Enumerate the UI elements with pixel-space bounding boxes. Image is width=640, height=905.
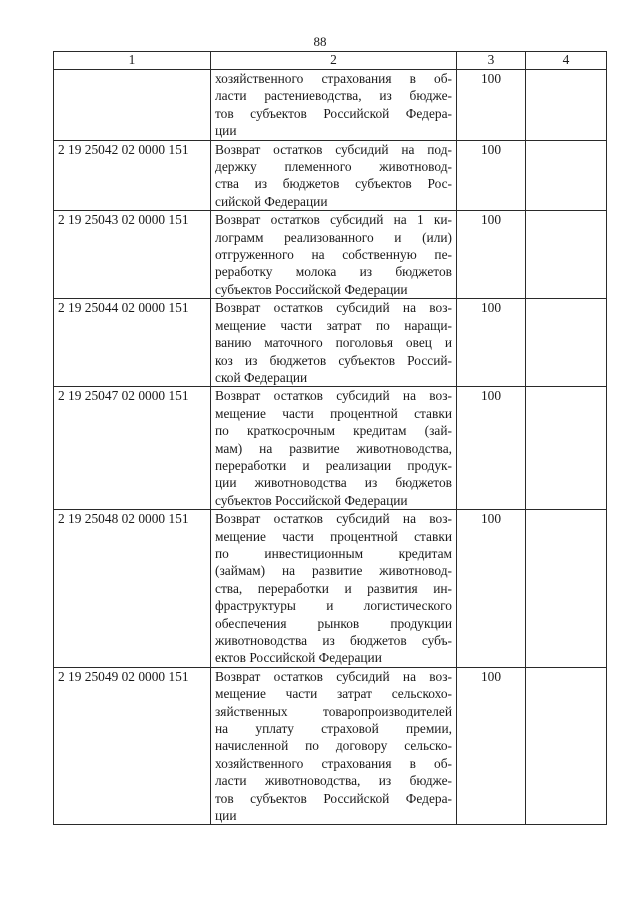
description-line: сийской Федерации [215,193,328,209]
column-header-2: 2 [211,52,457,70]
description-line: ласти животноводства, из бюдже- [215,773,452,789]
description-cell [211,667,457,825]
description-line: ласти растениеводства, из бюдже- [215,88,452,104]
description-cell [211,510,457,668]
description-line: Возврат остатков субсидий на под- [215,141,452,157]
description-line: субъектов Российской Федерации [215,281,408,297]
description-cell [211,211,457,299]
table-body [54,70,607,825]
description-line: ции животноводства из бюджетов [215,475,452,491]
column-4-cell [526,299,607,387]
description-line: мещение части процентной ставки [215,528,452,544]
description-line: (займам) на развитие животновод- [215,563,452,579]
description-line: тов субъектов Российской Федера- [215,790,452,806]
description-line: мещение части затрат по наращи- [215,317,452,333]
description-line: хозяйственного страхования в об- [215,71,452,86]
description-line: ства из бюджетов субъектов Рос- [215,176,452,192]
description-line: Возврат остатков субсидий на воз- [215,300,452,316]
description-cell [211,140,457,211]
column-4-cell [526,667,607,825]
description-line: на уплату страховой премии, [215,721,452,737]
column-4-cell [526,70,607,141]
description-line: реработку молока из бюджетов [215,264,452,280]
column-header-3: 3 [457,52,526,70]
table-row [54,667,607,825]
description-line: зяйственных товаропроизводителей [215,703,452,719]
description-line: ции [215,123,237,139]
amount-cell: 100 [457,387,526,510]
amount-cell: 100 [457,140,526,211]
amount-cell: 100 [457,299,526,387]
description-line: начисленной по договору сельско- [215,738,452,754]
description-cell [211,299,457,387]
description-line: держку племенного животновод- [215,159,452,175]
amount-cell: 100 [457,667,526,825]
description-line: Возврат остатков субсидий на 1 ки- [215,212,452,228]
table-row [54,510,607,668]
table-row [54,387,607,510]
description-line: обеспечения рынков продукции [215,615,452,631]
column-4-cell [526,211,607,299]
description-line: мам) на развитие животноводства, [215,440,452,456]
description-line: фраструктуры и логистического [215,598,452,614]
description-cell [211,70,457,141]
description-line: тов субъектов Российской Федера- [215,105,452,121]
page-number: 88 [313,34,327,49]
description-line: по краткосрочным кредитам (зай- [215,423,452,439]
amount-cell: 100 [457,70,526,141]
column-4-cell [526,140,607,211]
budget-code-cell: 2 19 25043 02 0000 151 [54,211,211,299]
description-line: хозяйственного страхования в об- [215,755,452,771]
description-line: животноводства из бюджетов субъ- [215,633,452,648]
description-line: субъектов Российской Федерации [215,492,408,508]
amount-cell: 100 [457,211,526,299]
description-line: ектов Российской Федерации [215,650,382,666]
description-line: Возврат остатков субсидий на воз- [215,388,452,404]
column-header-1: 1 [54,52,211,70]
budget-code-cell: 2 19 25049 02 0000 151 [54,667,211,825]
column-header-4: 4 [526,52,607,70]
budget-code-cell: 2 19 25047 02 0000 151 [54,387,211,510]
table-header-row [54,52,607,70]
description-line: ства, переработки и развития ин- [215,580,452,596]
description-cell [211,387,457,510]
description-line: ской Федерации [215,369,308,385]
table-row [54,211,607,299]
budget-code-cell: 2 19 25042 02 0000 151 [54,140,211,211]
description-line: ванию маточного поголовья овец и [215,335,452,351]
column-4-cell [526,510,607,668]
table-row [54,140,607,211]
column-4-cell [526,387,607,510]
budget-code-cell: 2 19 25048 02 0000 151 [54,510,211,668]
description-line: Возврат остатков субсидий на воз- [215,668,452,684]
amount-cell: 100 [457,510,526,668]
description-line: ции [215,808,237,824]
description-line: мещение части затрат сельскохо- [215,686,452,702]
description-line: по инвестиционным кредитам [215,545,452,561]
budget-code-cell [54,70,211,141]
table-row [54,299,607,387]
description-line: лограмм реализованного и (или) [215,229,452,245]
description-line: коз из бюджетов субъектов Россий- [215,352,452,368]
budget-code-cell: 2 19 25044 02 0000 151 [54,299,211,387]
description-line: мещение части процентной ставки [215,405,452,421]
table-row [54,70,607,141]
description-line: переработки и реализации продук- [215,457,452,473]
description-line: отгруженного на собственную пе- [215,247,452,263]
description-line: Возврат остатков субсидий на воз- [215,511,452,527]
budget-classification-table [53,51,607,825]
